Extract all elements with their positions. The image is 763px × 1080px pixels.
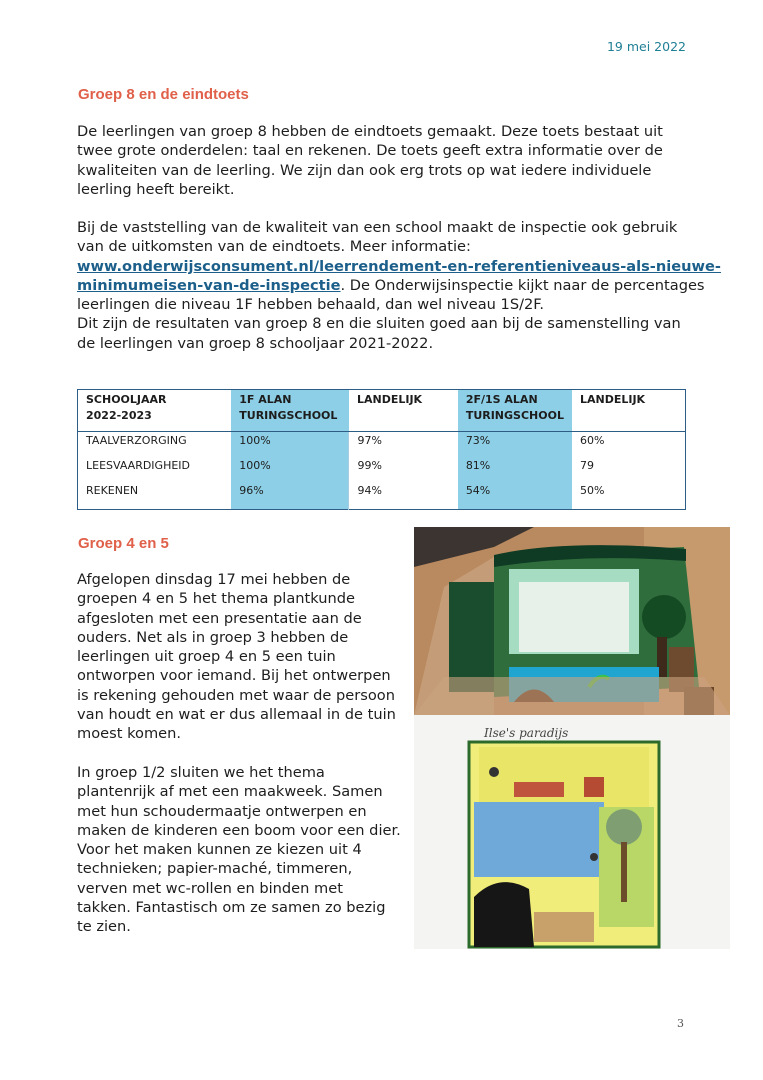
row-label: TAALVERZORGING (86, 434, 187, 447)
text-line: De leerlingen van groep 8 hebben de eindtoets gemaakt. Deze toets bestaat uit (77, 123, 663, 140)
text-line: kwaliteiten van de leerling. We zijn dan ook erg trots op wat iedere individuele (77, 161, 652, 179)
drawing-caption: Ilse's paradijs (484, 726, 569, 740)
page-number: 3 (677, 1017, 684, 1030)
link-onderwijsconsument[interactable]: www.onderwijsconsument.nl/leerrendement-en-referentieniveaus-als-nieuwe- (77, 257, 721, 275)
text-line: leerling heeft bereikt. (77, 180, 235, 198)
text-line: Dit zijn de resultaten van groep 8 en die sluiten goed aan bij de samenstelling van (77, 315, 681, 333)
table-body-row (78, 432, 686, 510)
cell-value: 60% (579, 434, 605, 447)
cell-value: 73% (465, 434, 491, 447)
text-line: Bij de vaststelling van de kwaliteit van een school maakt de inspectie ook gebruik (77, 219, 678, 236)
text-line: moest komen. (77, 725, 182, 743)
text-line: leerlingen uit groep 4 en 5 een tuin (77, 648, 336, 666)
child-drawing (414, 715, 730, 949)
text-line: te zien. (77, 918, 131, 936)
text-line: Afgelopen dinsdag 17 mei hebben de (77, 571, 351, 588)
text-line: is rekening gehouden met waar de persoon (77, 686, 395, 704)
text-line: maken de kinderen een boom voor een dier. (77, 821, 401, 839)
paragraph-plantkunde (77, 570, 396, 744)
text-line: van houdt en wat er dus allemaal in de tuin (77, 706, 396, 724)
header-2f-school: 2F/1S ALAN TURINGSCHOOL (458, 390, 572, 432)
cell-value: 54% (465, 484, 491, 497)
header-schooljaar: SCHOOLJAAR 2022-2023 (78, 390, 232, 432)
text-line: ontworpen voor iemand. Bij het ontwerpen (77, 667, 391, 685)
text-line: de leerlingen van groep 8 schooljaar 2021-2022. (77, 334, 434, 352)
cell-value: 96% (239, 484, 264, 497)
cell-value: 94% (357, 484, 382, 497)
header-landelijk-2: LANDELIJK (572, 390, 686, 432)
text-line: ouders. Net als in groep 3 hebben de (77, 628, 349, 646)
cell-value: 100% (239, 434, 271, 447)
paragraph-inspectie (77, 218, 721, 353)
text-line: leerlingen die niveau 1F hebben behaald, dan wel niveau 1S/2F. (77, 296, 544, 314)
text-line: twee grote onderdelen: taal en rekenen. De toets geeft extra informatie over de (77, 142, 663, 160)
cell-value: 99% (357, 459, 382, 472)
photo-collage (414, 527, 730, 949)
table-cell-1f (231, 432, 349, 510)
table-cell-2f (458, 432, 572, 510)
text-fragment: . De Onderwijsinspectie kijkt naar de percentages (340, 276, 705, 294)
header-1f-school: 1F ALAN TURINGSCHOOL (231, 390, 349, 432)
section-heading-groep-4-5: Groep 4 en 5 (78, 535, 169, 552)
row-label: LEESVAARDIGHEID (86, 459, 191, 472)
garden-project-photos (414, 527, 730, 949)
text-line: plantenrijk af met een maakweek. Samen (77, 783, 383, 801)
text-line: groepen 4 en 5 het thema plantkunde (77, 590, 356, 608)
cell-value: 79 (579, 459, 594, 472)
cell-value: 100% (239, 459, 271, 472)
cell-value: 50% (579, 484, 605, 497)
date: 19 mei 2022 (606, 39, 686, 54)
text-line: met hun schoudermaatje ontwerpen en (77, 802, 367, 820)
table-cell-landelijk-2 (572, 432, 686, 510)
text-line: van de uitkomsten van de eindtoets. Meer informatie: (77, 238, 471, 256)
table-cell-labels (78, 432, 232, 510)
table-cell-landelijk-1 (349, 432, 458, 510)
paragraph-maakweek (77, 763, 401, 937)
diorama-photo (414, 527, 730, 715)
cell-value: 81% (465, 459, 491, 472)
section-heading-groep-8: Groep 8 en de eindtoets (78, 86, 249, 103)
text-line: Voor het maken kunnen ze kiezen uit 4 (77, 841, 362, 859)
cell-value: 97% (357, 434, 382, 447)
header-landelijk-1: LANDELIJK (349, 390, 458, 432)
text-line: verven met wc-rollen en binden met (77, 879, 343, 897)
results-table (77, 389, 686, 510)
table-header-row (78, 390, 686, 432)
text-line: technieken; papier-maché, timmeren, (77, 860, 353, 878)
row-label: REKENEN (86, 484, 139, 497)
link-onderwijsconsument-cont[interactable]: minimumeisen-van-de-inspectie (77, 276, 341, 294)
text-line: takken. Fantastisch om ze samen zo bezig (77, 899, 386, 917)
text-line: afgesloten met een presentatie aan de (77, 609, 362, 627)
paragraph-eindtoets (77, 122, 663, 199)
text-line: In groep 1/2 sluiten we het thema (77, 764, 325, 781)
